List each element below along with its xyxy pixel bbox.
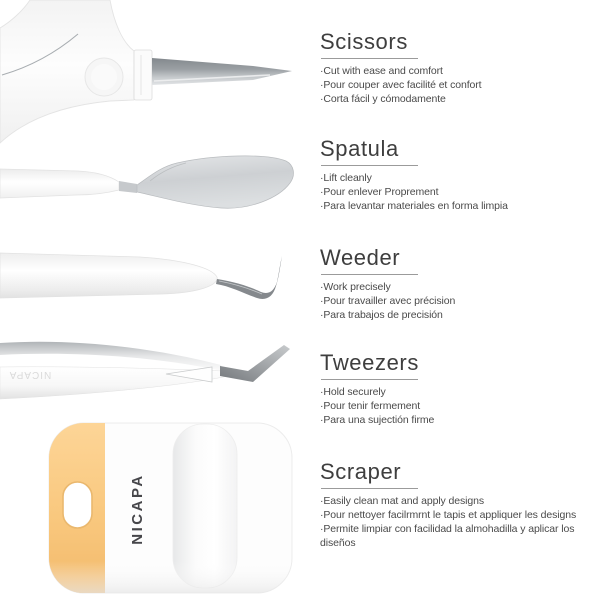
scissors-illustration [0, 0, 300, 148]
tool-feature: ·Pour couper avec facilité et confort [320, 79, 482, 91]
spatula-handle [0, 169, 119, 198]
tool-feature: ·Easily clean mat and apply designs [320, 495, 485, 507]
scissors-collar [134, 50, 152, 100]
tool-feature: ·Corta fácil y cómodamente [320, 93, 446, 105]
tool-section-scissors [320, 29, 600, 106]
scraper-illustration [46, 421, 296, 597]
spatula-head [137, 156, 293, 208]
scraper-brand-logo: NICAPA [129, 473, 146, 545]
title-underline [321, 274, 418, 275]
tool-title: Weeder [320, 245, 401, 270]
scissors-blade [152, 58, 292, 85]
tool-section-spatula [320, 136, 600, 213]
tweezers-metal-tip [220, 345, 290, 382]
tool-section-scraper [320, 459, 600, 550]
tweezers-brand-logo: NICAPA [8, 369, 52, 380]
tool-title: Scissors [320, 29, 408, 54]
scraper-hanging-hole [63, 482, 92, 528]
tool-feature: ·Pour enlever Proprement [320, 186, 439, 198]
weeder-illustration [0, 245, 300, 315]
title-underline [321, 488, 418, 489]
title-underline [321, 58, 418, 59]
tool-feature: ·Work precisely [320, 281, 391, 293]
tool-section-tweezers [320, 350, 600, 427]
tool-title: Tweezers [320, 350, 419, 375]
tool-title: Scraper [320, 459, 402, 484]
tool-feature: ·Permite limpiar con facilidad la almohadilla y aplicar los diseños [320, 523, 575, 549]
tool-feature: ·Para trabajos de precisión [320, 309, 443, 321]
tool-feature: ·Cut with ease and comfort [320, 65, 443, 77]
tool-feature: ·Pour nettoyer facilrmrnt le tapis et appliquer les designs [320, 509, 577, 521]
tool-feature: ·Pour tenir fermement [320, 400, 421, 412]
scissors-pivot-center [91, 64, 117, 90]
tool-section-weeder [320, 245, 600, 322]
spatula-illustration [0, 150, 300, 228]
scraper-bottom-shade [49, 561, 292, 593]
tool-feature: ·Pour travailler avec précision [320, 295, 456, 307]
title-underline [321, 379, 418, 380]
tool-feature: ·Para levantar materiales en forma limpia [320, 200, 508, 212]
tool-info-column [320, 0, 600, 600]
spatula-neck [119, 181, 137, 193]
tool-feature: ·Hold securely [320, 386, 386, 398]
weeder-handle [0, 253, 217, 298]
tweezers-illustration [0, 338, 300, 408]
tool-feature: ·Lift cleanly [320, 172, 372, 184]
tool-feature: ·Para una sujectión firme [320, 414, 435, 426]
weeder-hook-tip [216, 256, 282, 299]
tool-title: Spatula [320, 136, 399, 161]
title-underline [321, 165, 418, 166]
